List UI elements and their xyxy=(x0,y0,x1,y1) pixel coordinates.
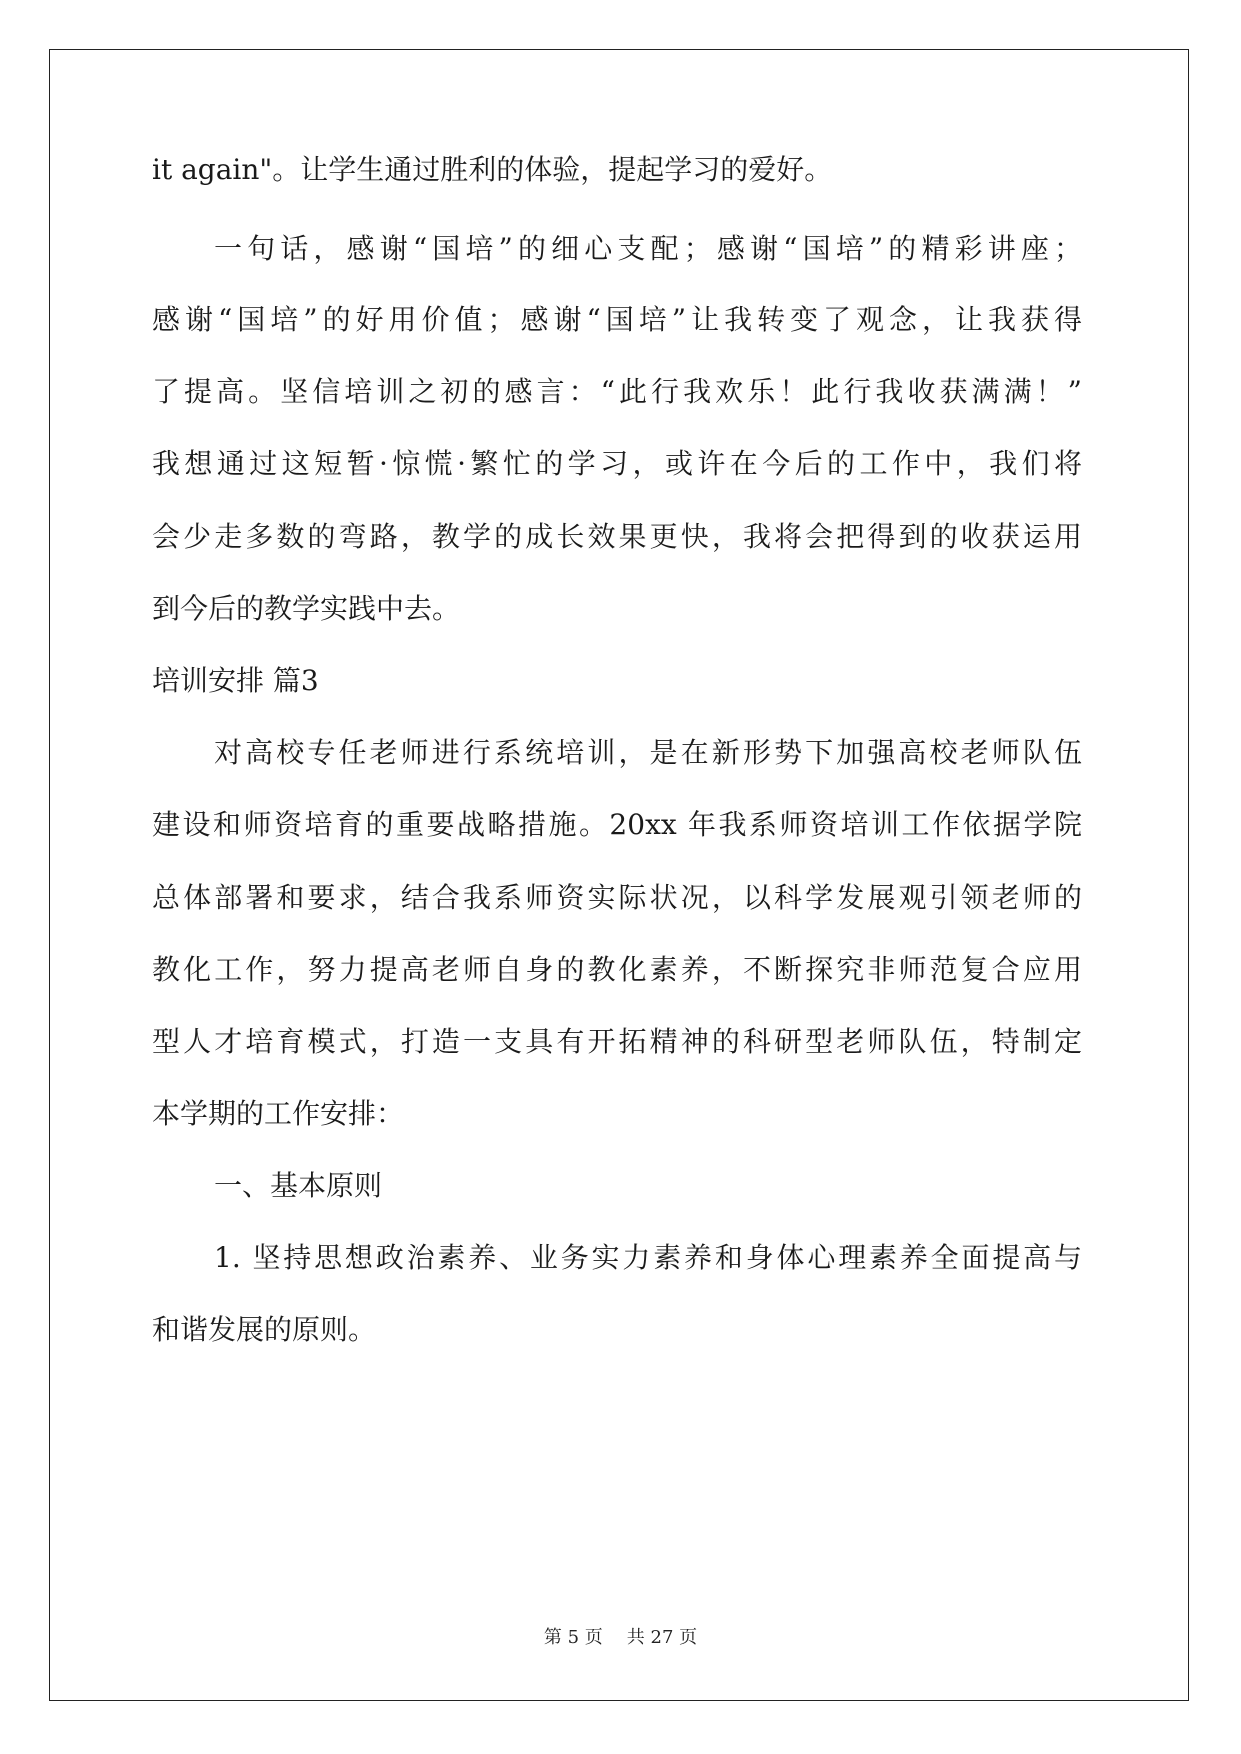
paragraph-line: 总体部署和要求，结合我系师资实际状况，以科学发展观引领老师的 xyxy=(152,881,1082,914)
page-number: 第 5 页 xyxy=(543,1627,603,1648)
paragraph-line: 到今后的教学实践中去。 xyxy=(152,592,461,625)
paragraph-line: 了提高。坚信培训之初的感言：“此行我欢乐！此行我收获满满！” xyxy=(152,375,1082,408)
paragraph-line: 建设和师资培育的重要战略措施。20xx 年我系师资培训工作依据学院 xyxy=(152,808,1082,841)
section-heading: 培训安排 篇3 xyxy=(152,664,319,697)
paragraph-line: 和谐发展的原则。 xyxy=(152,1313,377,1346)
subsection-heading: 一、基本原则 xyxy=(214,1169,383,1202)
paragraph-line: 教化工作，努力提高老师自身的教化素养，不断探究非师范复合应用 xyxy=(152,953,1082,986)
paragraph-line: 我想通过这短暂·惊慌·繁忙的学习，或许在今后的工作中，我们将 xyxy=(152,447,1082,480)
paragraph-line: 会少走多数的弯路，教学的成长效果更快，我将会把得到的收获运用 xyxy=(152,520,1082,553)
paragraph-line: 型人才培育模式，打造一支具有开拓精神的科研型老师队伍，特制定 xyxy=(152,1025,1082,1058)
paragraph-line: 感谢“国培”的好用价值；感谢“国培”让我转变了观念，让我获得 xyxy=(152,303,1082,336)
page-footer xyxy=(0,1626,1241,1650)
paragraph-line: it again"。让学生通过胜利的体验，提起学习的爱好。 xyxy=(152,153,833,186)
page-total: 共 27 页 xyxy=(626,1627,698,1648)
paragraph-line: 一句话，感谢“国培”的细心支配；感谢“国培”的精彩讲座； xyxy=(214,232,1082,265)
page-border xyxy=(49,49,1189,1701)
paragraph-line: 1. 坚持思想政治素养、业务实力素养和身体心理素养全面提高与 xyxy=(214,1241,1082,1274)
paragraph-line: 本学期的工作安排： xyxy=(152,1097,405,1130)
paragraph-line: 对高校专任老师进行系统培训，是在新形势下加强高校老师队伍 xyxy=(214,736,1082,769)
